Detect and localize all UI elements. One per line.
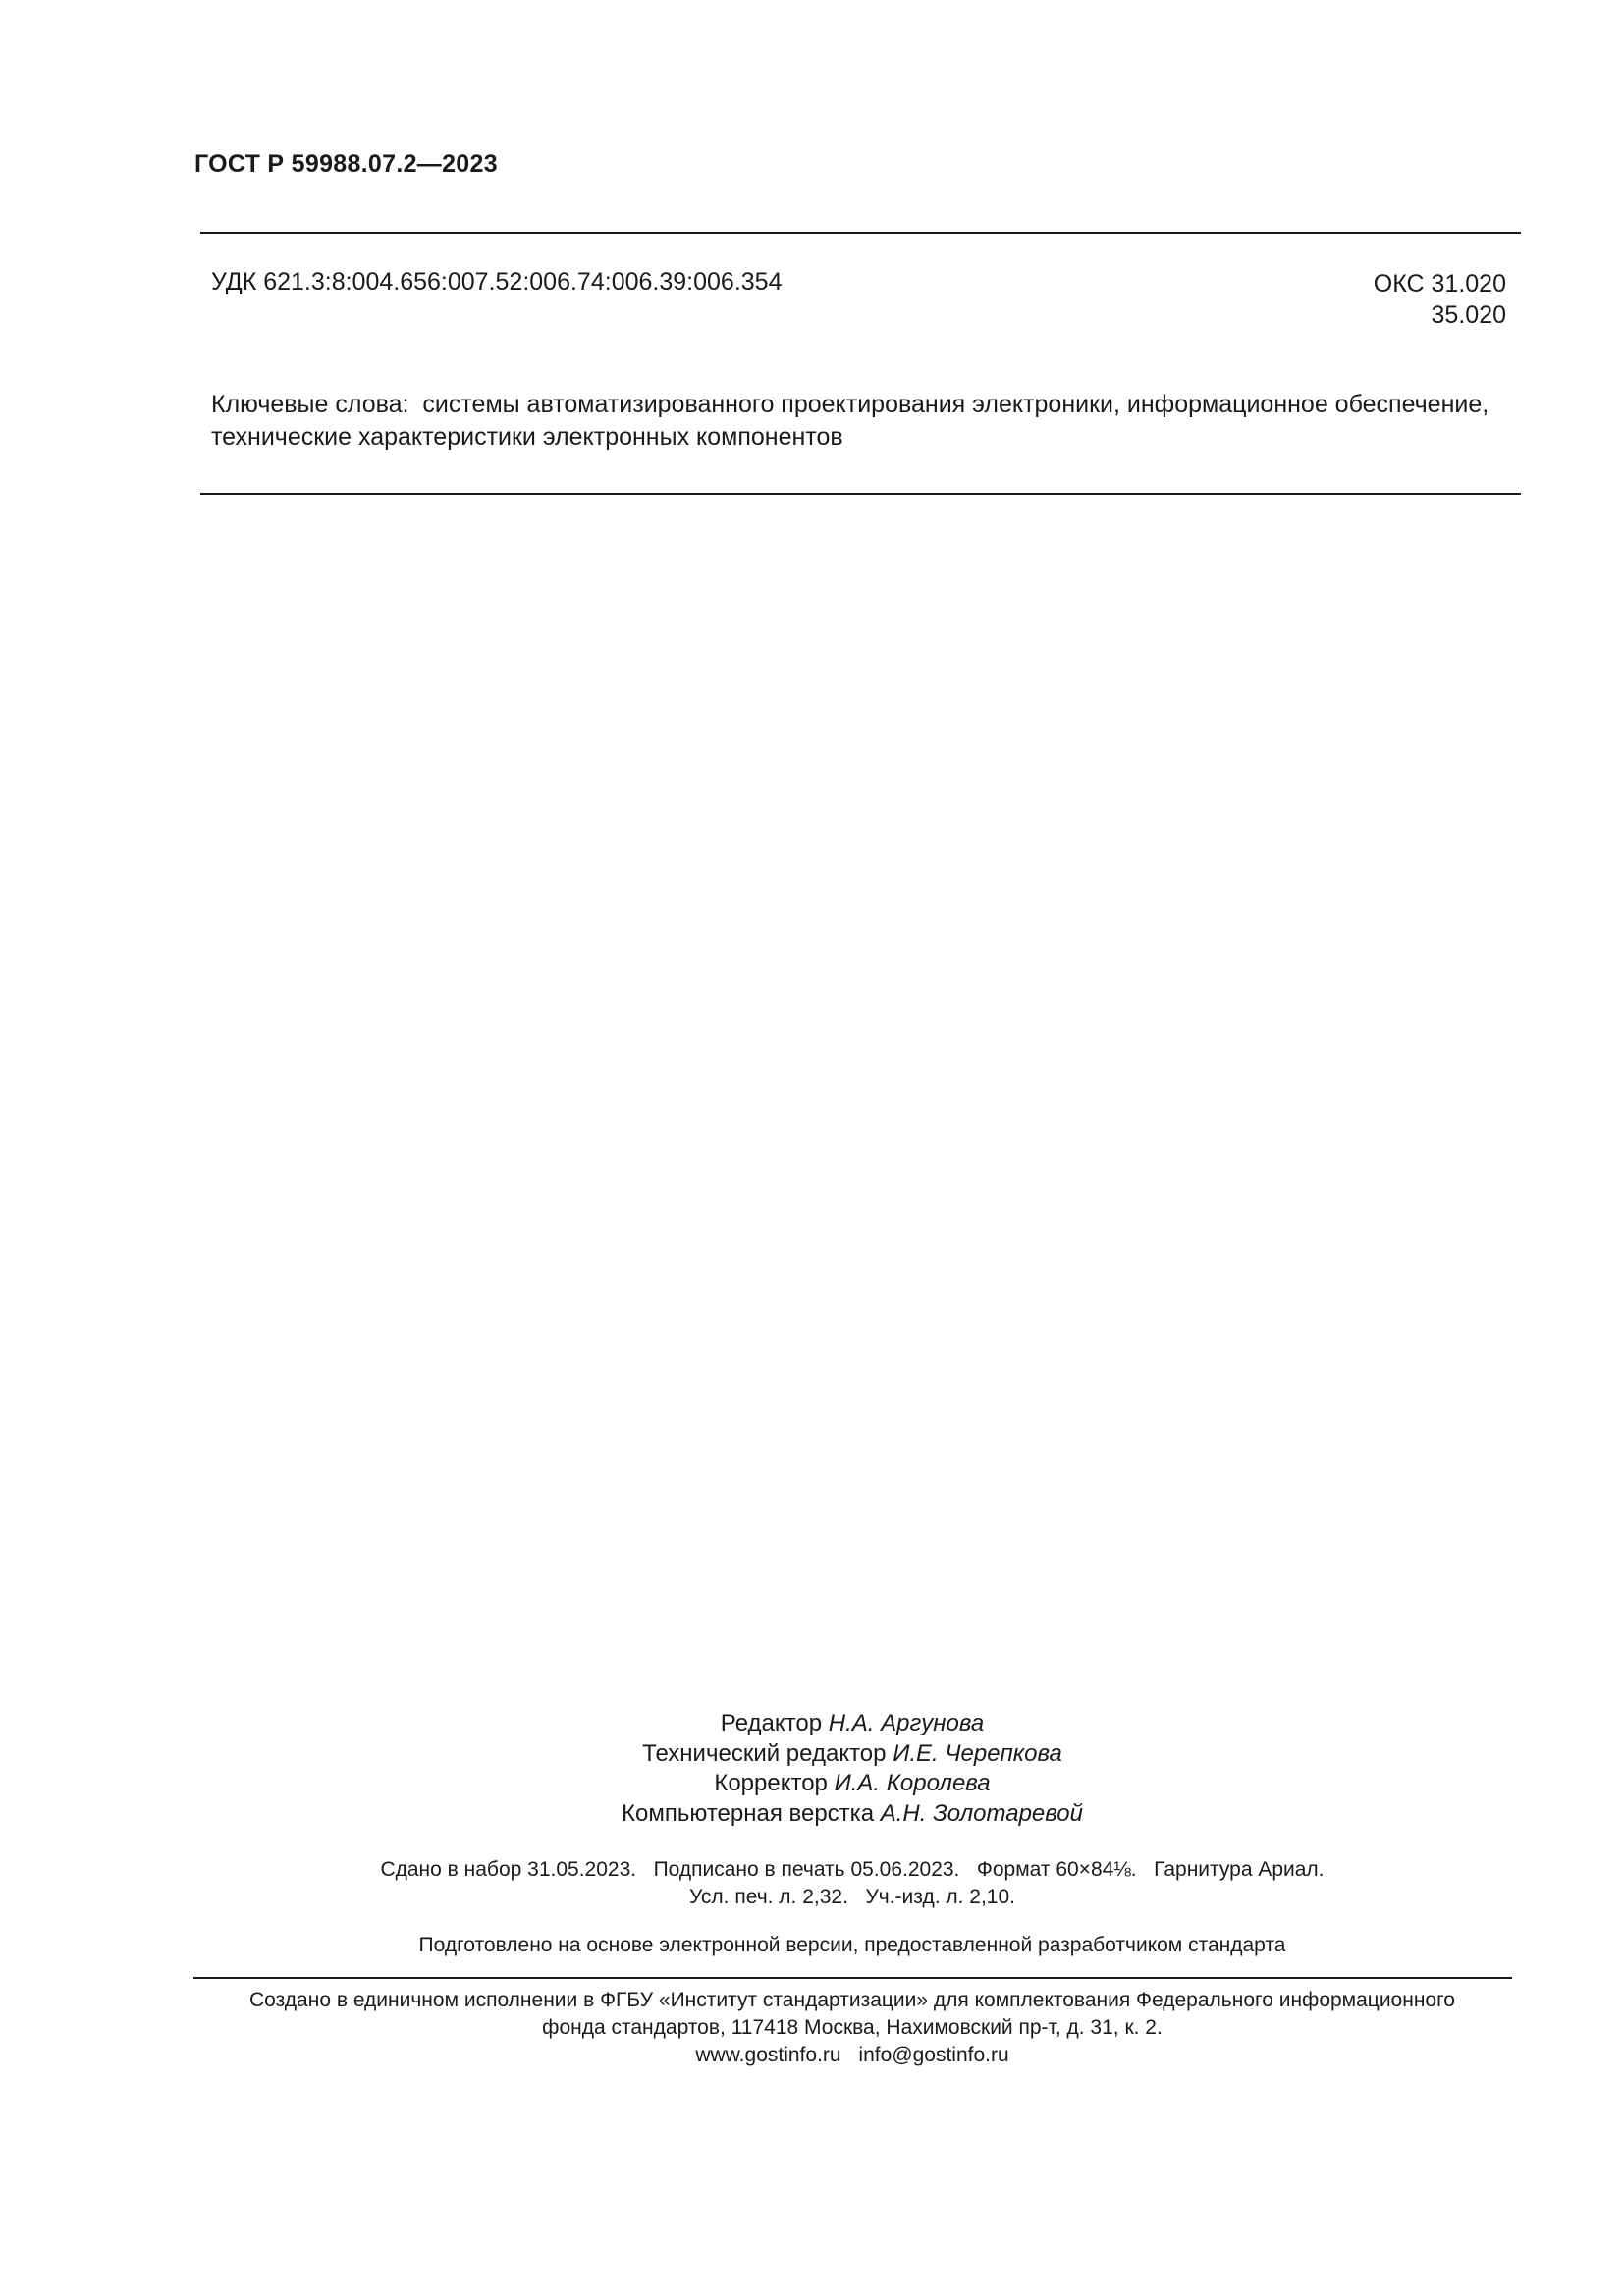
staff-credits xyxy=(0,1709,1624,1829)
staff-name: А.Н. Золотаревой xyxy=(880,1799,1083,1827)
top-divider xyxy=(200,232,1521,234)
email-link[interactable]: info@gostinfo.ru xyxy=(858,2044,1009,2066)
keywords-text: системы автоматизированного проектирования электроники, информационное обеспечение, технические характеристики электронных компонентов xyxy=(211,391,1489,451)
oks-line-2: 35.020 xyxy=(1431,301,1506,329)
staff-name: Н.А. Аргунова xyxy=(828,1710,985,1736)
footer-divider xyxy=(193,1977,1512,1979)
keywords-block xyxy=(211,389,1512,454)
print-info-line-2: Усл. печ. л. 2,32. Уч.-изд. л. 2,10. xyxy=(688,1886,1015,1908)
keywords-label: Ключевые слова: xyxy=(211,391,409,418)
staff-role: Компьютерная верстка xyxy=(622,1799,875,1827)
staff-role: Корректор xyxy=(714,1770,828,1796)
print-info-line-1: Сдано в набор 31.05.2023. Подписано в печать 05.06.2023. Формат 60×84⅛. Гарнитура Ариал. xyxy=(380,1858,1325,1881)
staff-line-editor xyxy=(0,1709,1624,1739)
publisher-contacts xyxy=(0,2042,1624,2069)
staff-line-tech-editor xyxy=(0,1739,1624,1770)
print-info xyxy=(0,1856,1624,1911)
keywords-divider xyxy=(200,493,1521,495)
publisher-info xyxy=(0,1987,1624,2069)
staff-role: Редактор xyxy=(720,1710,823,1736)
oks-codes xyxy=(1374,268,1506,331)
website-link[interactable]: www.gostinfo.ru xyxy=(695,2044,841,2066)
oks-line-1: ОКС 31.020 xyxy=(1373,270,1506,297)
udk-code: УДК 621.3:8:004.656:007.52:006.74:006.39:006.354 xyxy=(211,268,783,295)
staff-name: И.А. Королева xyxy=(834,1770,991,1796)
standard-code: ГОСТ Р 59988.07.2—2023 xyxy=(194,150,498,178)
staff-line-proofreader xyxy=(0,1769,1624,1799)
staff-line-layout xyxy=(0,1799,1624,1830)
staff-role: Технический редактор xyxy=(642,1739,887,1767)
publisher-line-1: Создано в единичном исполнении в ФГБУ «Институт стандартизации» для комплектования Федерального информационного xyxy=(249,1989,1455,2011)
publisher-line-2: фонда стандартов, 117418 Москва, Нахимовский пр-т, д. 31, к. 2. xyxy=(542,2016,1163,2039)
prepared-note: Подготовлено на основе электронной версии, предоставленной разработчиком стандарта xyxy=(418,1934,1286,1956)
staff-name: И.Е. Черепкова xyxy=(893,1739,1062,1767)
